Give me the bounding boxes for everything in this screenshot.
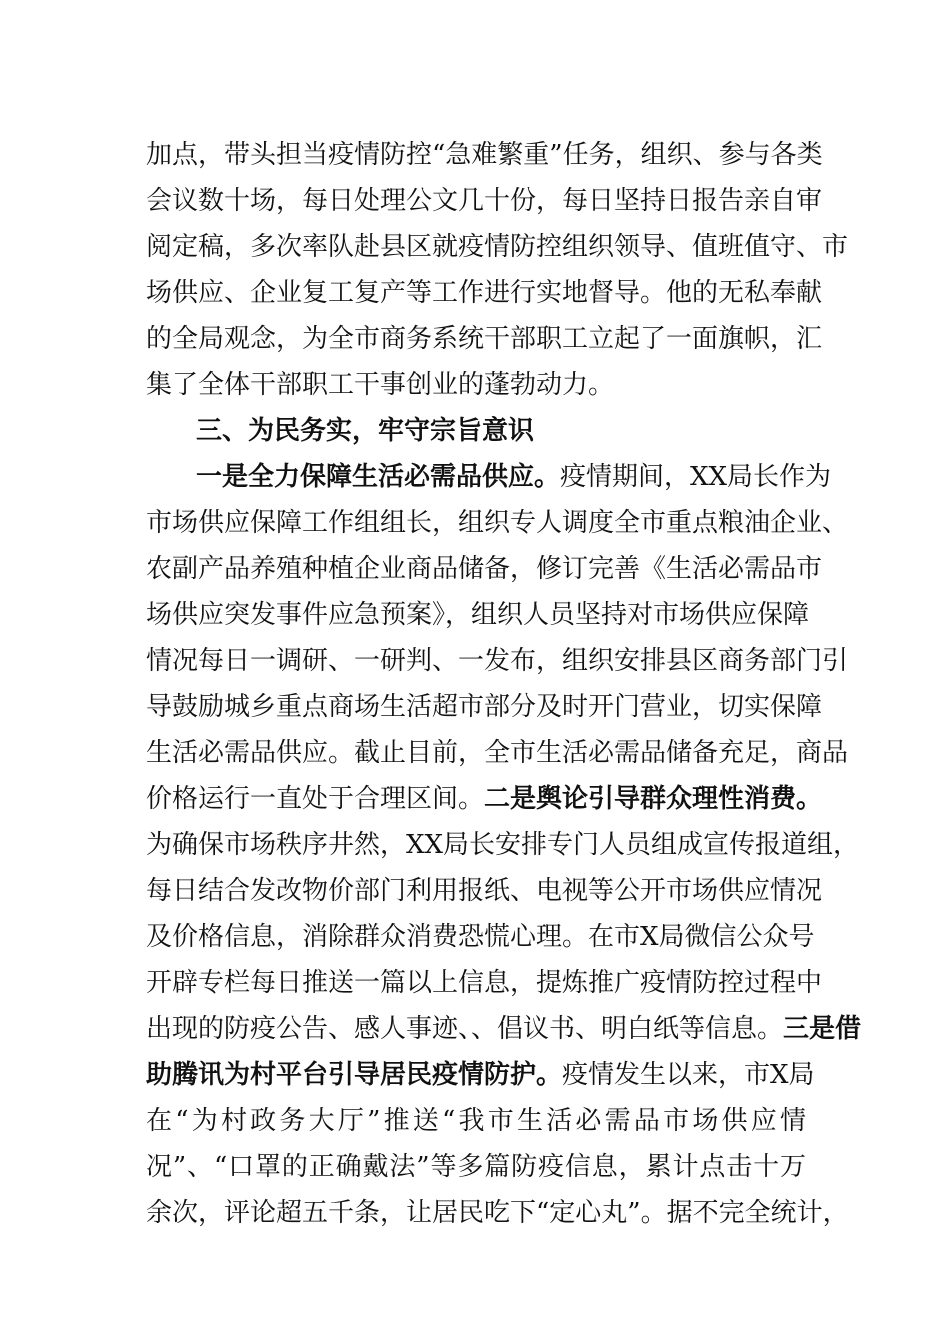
paragraph-line: 余次，评论超五千条，让居民吃下“定心丸”。据不完全统计， (146, 1198, 849, 1228)
paragraph-text: 疫情期间，XX局长作为 (560, 462, 832, 492)
paragraph-line: 加点，带头担当疫情防控“急难繁重”任务，组织、参与各类 (146, 140, 823, 170)
paragraph-line: 会议数十场，每日处理公文几十份，每日坚持日报告亲自审 (146, 186, 823, 216)
paragraph-text: 价格运行一直处于合理区间。 (146, 784, 485, 814)
paragraph-line: 集了全体干部职工干事创业的蓬勃动力。 (146, 370, 615, 400)
paragraph-line: 生活必需品供应。截止目前，全市生活必需品储备充足，商品 (146, 738, 849, 768)
paragraph-line: 场供应突发事件应急预案》，组织人员坚持对市场供应保障 (146, 600, 810, 630)
bold-lead-text: 助腾讯为村平台引导居民疫情防护。 (146, 1060, 563, 1090)
paragraph-line: 况”、“口罩的正确戴法”等多篇防疫信息，累计点击十万 (146, 1152, 806, 1182)
section-heading: 三、为民务实，牢守宗旨意识 (196, 416, 535, 446)
paragraph-line (196, 457, 832, 497)
paragraph-text: 疫情发生以来，市X局 (562, 1060, 815, 1090)
paragraph-line (146, 1009, 862, 1049)
paragraph-line: 及价格信息，消除群众消费恐慌心理。在市X局微信公众号 (146, 922, 815, 952)
paragraph-line: 农副产品养殖种植企业商品储备，修订完善《生活必需品市 (146, 554, 823, 584)
bold-lead-text: 三是借 (783, 1014, 862, 1044)
paragraph-line: 每日结合发改物价部门利用报纸、电视等公开市场供应情况 (146, 876, 823, 906)
paragraph-line: 开辟专栏每日推送一篇以上信息，提炼推广疫情防控过程中 (146, 968, 823, 998)
paragraph-line (146, 779, 823, 819)
paragraph-line: 阅定稿，多次率队赴县区就疫情防控组织领导、值班值守、市 (146, 232, 849, 262)
bold-lead-text: 二是舆论引导群众理性消费。 (484, 784, 823, 814)
paragraph-text: 出现的防疫公告、感人事迹、、倡议书、明白纸等信息。 (146, 1014, 784, 1044)
paragraph-line: 市场供应保障工作组组长，组织专人调度全市重点粮油企业、 (146, 508, 849, 538)
paragraph-line (146, 1055, 815, 1095)
paragraph-line: 在“为村政务大厅”推送“我市生活必需品市场供应情 (146, 1106, 806, 1136)
paragraph-line: 导鼓励城乡重点商场生活超市部分及时开门营业，切实保障 (146, 692, 823, 722)
paragraph-line: 情况每日一调研、一研判、一发布，组织安排县区商务部门引 (146, 646, 849, 676)
paragraph-line: 场供应、企业复工复产等工作进行实地督导。他的无私奉献 (146, 278, 823, 308)
paragraph-line: 为确保市场秩序井然，XX局长安排专门人员组成宣传报道组， (146, 830, 860, 860)
bold-lead-text: 一是全力保障生活必需品供应。 (196, 462, 561, 492)
paragraph-line: 的全局观念，为全市商务系统干部职工立起了一面旗帜，汇 (146, 324, 823, 354)
